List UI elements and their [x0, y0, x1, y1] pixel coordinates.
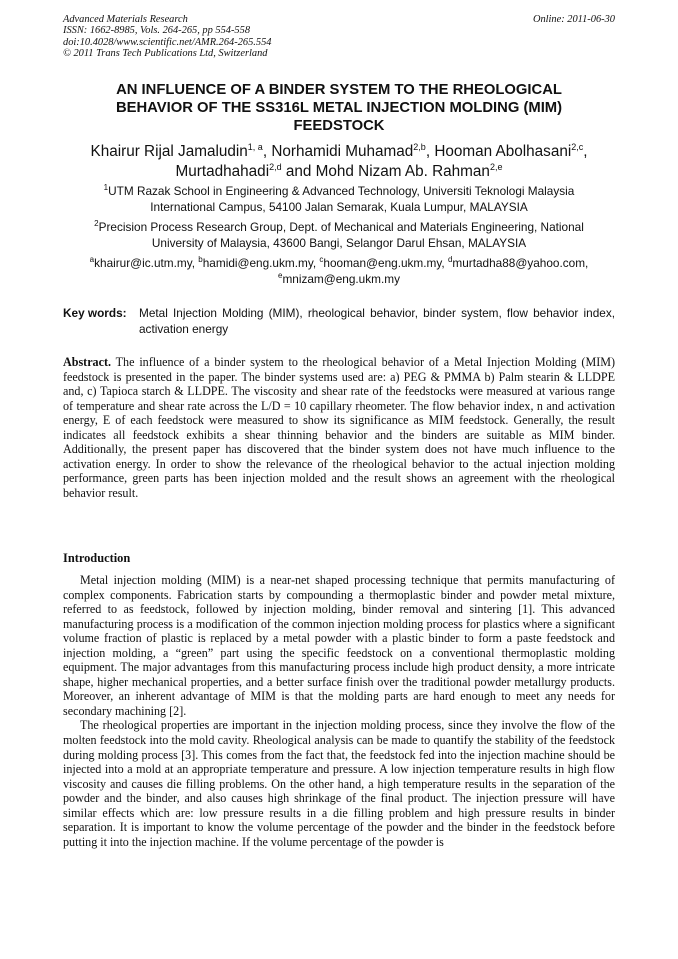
introduction-paragraph-2: The rheological properties are important in the injection molding process, since they involve the flow of the molten feedstock into the mold cavity. Rheological analysis can be made to quantify the stability of the feedstock during molding process [3]. This comes from the fact that, the feedstock fed into the injection machine should be injected into a mold at an appropriate temperature and pressure. A low injection temperature results in high flow viscosity and causes die filling problems. On the other hand, a high temperature results in the separation of the powder and the binder, and also causes high shrinkage of the final product. The injection pressure will have similar effects which are: low pressure results in a die filling problem and high pressure results in binder separation. It is important to know the volume percentage of the powder and the binder in the feedstock before putting it into the injection machine. If the volume percentage of the powder is: [63, 718, 615, 849]
introduction-paragraph-1: Metal injection molding (MIM) is a near-net shaped processing technique that permits manufacturing of complex components. Fabrication starts by compounding a thermoplastic binder and powder metal mixture, referred to as feedstock, followed by injection molding, binder removal and sintering [1]. This advanced manufacturing process is a modification of the common injection molding process for plastics where a significant volume fraction of plastic is replaced by a metal powder with a plastic binder to form a paste feedstock and injection molding, a “green” part using the specific feedstock on a conventional thermoplastic molding equipment. The major advantages from this manufacturing process include high product density, a more intricate shape, higher mechanical properties, and a better surface finish over the traditional powder metallurgy products. Moreover, an inherent advantage of MIM is that the molding parts are hard enough to meet any needs for secondary machining [2].: [63, 573, 615, 718]
paper-title: [63, 81, 615, 135]
title-line-3: FEEDSTOCK: [293, 118, 385, 134]
affiliation-1-line-1: UTM Razak School in Engineering & Advanced Technology, Universiti Teknologi Malaysia: [108, 184, 575, 198]
author-superscript: 2,d: [269, 161, 282, 172]
keywords-label: Key words:: [63, 306, 127, 320]
email-superscript: d: [447, 255, 453, 265]
author-name: Mohd Nizam Ab. Rahman: [315, 163, 490, 180]
email-address: murtadha88@yahoo.com,: [452, 256, 589, 270]
email-address: hooman@eng.ukm.my,: [323, 256, 448, 270]
author-superscript: 2,e: [489, 161, 503, 172]
email-superscript: a: [89, 255, 95, 265]
author-separator: ,: [583, 143, 588, 160]
email-superscript: c: [319, 255, 324, 265]
email-superscript: b: [198, 255, 203, 265]
email-address: hamidi@eng.ukm.my,: [202, 256, 320, 270]
affiliation-2-line-2: University of Malaysia, 43600 Bangi, Selangor Darul Ehsan, MALAYSIA: [151, 235, 527, 250]
affiliation-superscript: 1: [103, 183, 109, 193]
author-name: Hooman Abolhasani: [434, 143, 572, 160]
author-superscript: 2,b: [413, 141, 426, 152]
abstract-text: The influence of a binder system to the rheological behavior of a Metal Injection Molding (MIM) feedstock is presented in the paper. The binder systems used are: a) PEG & PMMA b) Palm stearin & LLDPE and, c) Tapioca starch & LLDPE. The viscosity and shear rate of the feedstocks were measured at various range of temperature and shear rate across the L/D = 10 capillary rheometer. The flow behavior index, n and activation energy, E of each feedstock were measured to show its significance as MIM feedstock. Generally, the result indicates all feedstock exhibits a shear thinning behavior and the binders are suitable as MIM binder. Additionally, the present paper has discovered that the binder system does not have much influence to the activation energy. In order to show the relevance of the rheological behavior to the actual injection molding performance, green parts has been injection molded and the result shows an agreement with the rheological behavior result.: [63, 355, 615, 500]
copyright-line: © 2011 Trans Tech Publications Ltd, Switzerland: [63, 48, 268, 60]
email-address: khairur@ic.utm.my,: [94, 256, 199, 270]
author-name: Norhamidi Muhamad: [271, 143, 414, 160]
author-name: Murtadhahadi: [175, 163, 270, 180]
title-line-1: AN INFLUENCE OF A BINDER SYSTEM TO THE RHEOLOGICAL: [116, 82, 562, 98]
abstract-section: [63, 355, 615, 500]
email-address: mnizam@eng.ukm.my: [282, 271, 400, 286]
online-date: Online: 2011-06-30: [532, 14, 615, 25]
doi-line: doi:10.4028/www.scientific.net/AMR.264-265.554: [63, 36, 272, 48]
affiliation-superscript: 2: [94, 219, 99, 229]
affiliation-1: [63, 184, 615, 215]
journal-header: [63, 14, 615, 60]
author-superscript: 2,c: [571, 141, 584, 152]
affiliation-2: [63, 220, 615, 251]
author-list: [63, 142, 615, 182]
author-superscript: 1, a: [247, 141, 263, 152]
introduction-section: [63, 573, 615, 849]
introduction-heading: Introduction: [63, 551, 131, 565]
author-separator: ,: [262, 143, 272, 160]
keywords-section: [63, 305, 615, 337]
email-list: [63, 256, 615, 287]
affiliation-1-line-2: International Campus, 54100 Jalan Semarak, Kuala Lumpur, MALAYSIA: [150, 199, 528, 214]
issn-line: ISSN: 1662-8985, Vols. 264-265, pp 554-558: [63, 25, 251, 37]
title-line-2: BEHAVIOR OF THE SS316L METAL INJECTION MOLDING (MIM): [115, 100, 563, 116]
author-separator: and: [281, 163, 316, 180]
affiliation-2-line-1: Precision Process Research Group, Dept. of Mechanical and Materials Engineering, National: [98, 220, 584, 234]
abstract-label: Abstract.: [63, 355, 112, 369]
keywords-text: Metal Injection Molding (MIM), rheological behavior, binder system, flow behavior index, activation energy: [139, 306, 615, 336]
journal-name: Advanced Materials Research: [63, 14, 188, 25]
email-superscript: e: [278, 270, 283, 280]
author-separator: ,: [425, 143, 435, 160]
author-name: Khairur Rijal Jamaludin: [90, 143, 248, 160]
